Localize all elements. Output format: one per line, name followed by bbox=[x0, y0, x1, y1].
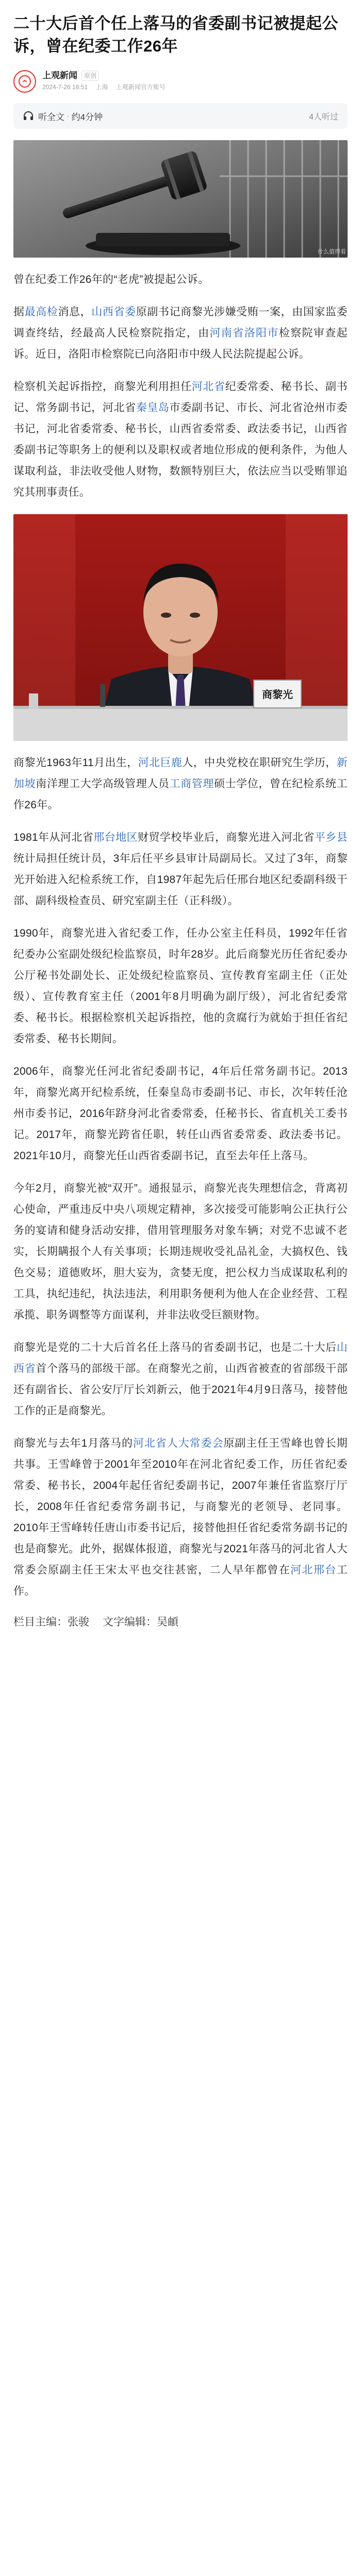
paragraph-text: 2006年，商黎光任河北省纪委副书记，4年后任常务副书记。2013年，商黎光离开纪检系统，任秦皇岛市委副书记、市长，次年转任沧州市委书记，2016年跻身河北省委常委，任秘书长、省直机关工委书记。2017年，商黎光跨省任职，转任山西省委常委、政法委书记。2021年10月，商黎光任山西省委副书记，直至去年任上落马。 bbox=[13, 1065, 348, 1162]
inline-link[interactable]: 新加坡 bbox=[13, 757, 348, 790]
article-title: 二十大后首个任上落马的省委副书记被提起公诉，曾在纪委工作26年 bbox=[13, 14, 338, 55]
paragraph-7 bbox=[13, 1061, 348, 1166]
paragraph-text: 1990年，商黎光进入省纪委工作，任办公室主任科员，1992年任省纪委办公室副处级纪检监察员，时年28岁。此后商黎光历任省纪委办公厅秘书处副处长、正处级纪检监察员、宣传教育室副主任（正处级）、宣传教育室主任（2001年8月明确为副厅级），河北省纪委常委、秘书长。根据检察机关起诉指控，他的贪腐行为就始于担任省纪委常委、秘书长期间。 bbox=[13, 927, 348, 1045]
text-editor: 文字编辑：吴頔 bbox=[102, 1616, 178, 1628]
paragraph-text: 市委副书记、市长、河北省沧州市委书记，河北省委常委、秘书长，山西省委常委、政法委书记，山西省委副书记等职务上的便利以及职权或者地位形成的便利条件，为他人谋取利益，非法收受他人财物，数额特别巨大，依法应当以受贿罪追究其刑事责任。 bbox=[13, 402, 348, 498]
shanghai-observer-logo-icon bbox=[18, 75, 31, 88]
paragraph-3 bbox=[13, 376, 348, 503]
source-row bbox=[13, 67, 348, 96]
inline-link[interactable]: 河北省人大常委会 bbox=[133, 1437, 224, 1449]
paragraph-text: 消息， bbox=[58, 306, 92, 318]
paragraph-5 bbox=[13, 827, 348, 911]
inline-link[interactable]: 河北邢台 bbox=[290, 1564, 337, 1576]
paragraph-10 bbox=[13, 1433, 348, 1602]
hero-watermark: 什么值得看 bbox=[318, 249, 346, 255]
paragraph-text: 曾在纪委工作26年的“老虎”被提起公诉。 bbox=[13, 274, 209, 285]
paragraph-text: 首个落马的部级干部。在商黎光之前，山西省被查的省部级干部还有副省长、省公安厅厅长刘新云，他于2021年4月9日落马，接替他工作的正是商黎光。 bbox=[13, 1363, 348, 1417]
paragraph-text: 商黎光是党的二十大后首名任上落马的省委副书记，也是二十大后 bbox=[13, 1342, 337, 1353]
inline-link[interactable]: 工商管理 bbox=[169, 778, 214, 790]
paragraph-text: 财贸学校毕业后，商黎光进入河北省 bbox=[137, 832, 315, 843]
paragraph-text: 统计局担任统计员，3年后任平乡县审计局副局长。又过了3年，商黎光开始进入纪检系统工作，自1987年起先后任邢台地区纪委副科级干部、副科级检查员、研究室副主任（正科级）。 bbox=[13, 853, 348, 907]
column-editor: 栏目主编：张骏 bbox=[13, 1616, 89, 1628]
listen-label: 听全文 bbox=[38, 112, 64, 122]
inline-link[interactable]: 河北巨鹿 bbox=[138, 757, 183, 769]
paragraph-text: 原副主任王雪峰也曾长期共事。王雪峰曾于2001年至2010年在河北省纪委工作，历任省纪委常委、秘书长，2004年起任省纪委副书记，2007年兼任省监察厅厅长，2008年任省纪委常务副书记，与商黎光的老领导、老同事。2010年王雪峰转任唐山市委书记后，接替他担任省纪委常务副书记的也是商黎光。此外，据媒体报道，商黎光与2021年落马的河北省人大常委会原副主任王宋太平也交往甚密，二人早年都曾在 bbox=[13, 1437, 348, 1576]
paragraph-1 bbox=[13, 269, 348, 290]
paragraph-text: 检察院审查起诉。近日，洛阳市检察院已向洛阳市中级人民法院提起公诉。 bbox=[13, 327, 348, 360]
inline-link[interactable]: 河北省 bbox=[191, 381, 225, 393]
paragraph-text: 工作。 bbox=[13, 1564, 348, 1597]
paragraph-9 bbox=[13, 1337, 348, 1421]
paragraph-text: 商黎光1963年11月出生， bbox=[13, 757, 138, 769]
paragraph-text: 纪委常委、秘书长、副书记、常务副书记，河北省 bbox=[13, 381, 348, 414]
listen-count: 4人听过 bbox=[309, 112, 338, 122]
paragraph-2 bbox=[13, 301, 348, 365]
inline-link[interactable]: 河南省洛阳市 bbox=[209, 327, 279, 339]
publish-location: 上海 bbox=[95, 83, 108, 91]
paragraph-text: 南洋理工大学高级管理人员 bbox=[36, 778, 170, 790]
paragraph-6 bbox=[13, 923, 348, 1049]
paragraph-text: 据 bbox=[13, 306, 25, 318]
inline-link[interactable]: 山西省 bbox=[13, 1342, 348, 1375]
paragraph-text: 检察机关起诉指控，商黎光利用担任 bbox=[13, 381, 192, 393]
shang-liguang-photo bbox=[13, 514, 348, 741]
inline-link[interactable]: 山西省委 bbox=[91, 306, 136, 318]
paragraph-text: 人，中央党校在职研究生学历， bbox=[182, 757, 337, 769]
paragraph-text: 原副书记商黎光涉嫌受贿一案，由国家监委调查终结，经最高人民检察院指定，由 bbox=[13, 306, 348, 339]
paragraph-4 bbox=[13, 752, 348, 816]
headphone-icon bbox=[23, 110, 34, 122]
paragraph-8 bbox=[13, 1178, 348, 1326]
editor-credits bbox=[13, 1613, 348, 1632]
source-name[interactable]: 上观新闻 bbox=[42, 71, 77, 80]
paragraph-text: 1981年从河北省 bbox=[13, 832, 94, 843]
inline-link[interactable]: 邢台地区 bbox=[93, 832, 138, 843]
paragraph-text: 商黎光与去年1月落马的 bbox=[13, 1437, 133, 1449]
listen-separator: · bbox=[67, 111, 70, 121]
publish-date: 2024-7-26 18:51 bbox=[42, 83, 88, 91]
paragraph-text: 硕士学位，曾在纪检系统工作26年。 bbox=[13, 778, 348, 811]
gavel-illustration bbox=[13, 140, 348, 258]
inline-link[interactable]: 秦皇岛 bbox=[136, 402, 170, 414]
inline-link[interactable]: 最高检 bbox=[24, 306, 58, 318]
portrait-illustration bbox=[13, 514, 348, 741]
listen-full-text-bar[interactable] bbox=[13, 103, 348, 129]
account-type: 上观新闻官方账号 bbox=[116, 83, 166, 91]
hero-image-gavel bbox=[13, 140, 348, 258]
source-avatar[interactable] bbox=[13, 70, 36, 93]
paragraph-text: 今年2月，商黎光被“双开”。通报显示，商黎光丧失理想信念，背离初心使命，严重违反中央八项规定精神，多次接受可能影响公正执行公务的宴请和健身活动安排，借用管理服务对象车辆；对党不忠诚不老实，长期瞒报个人有关事项；长期违规收受礼品礼金，大搞权色、钱色交易；道德败坏，胆大妄为，贪婪无度，把公权力当成谋取私利的工具，执纪违纪，执法违法，利用职务便利为他人在企业经营、工程承揽、职务调整等方面谋利，并非法收受巨额财物。 bbox=[13, 1182, 348, 1321]
source-meta bbox=[42, 82, 172, 92]
listen-duration: 约4分钟 bbox=[71, 112, 103, 122]
original-badge: 原创 bbox=[81, 71, 99, 81]
inline-link[interactable]: 平乡县 bbox=[314, 832, 348, 843]
nameplate-text: 商黎光 bbox=[262, 689, 293, 701]
